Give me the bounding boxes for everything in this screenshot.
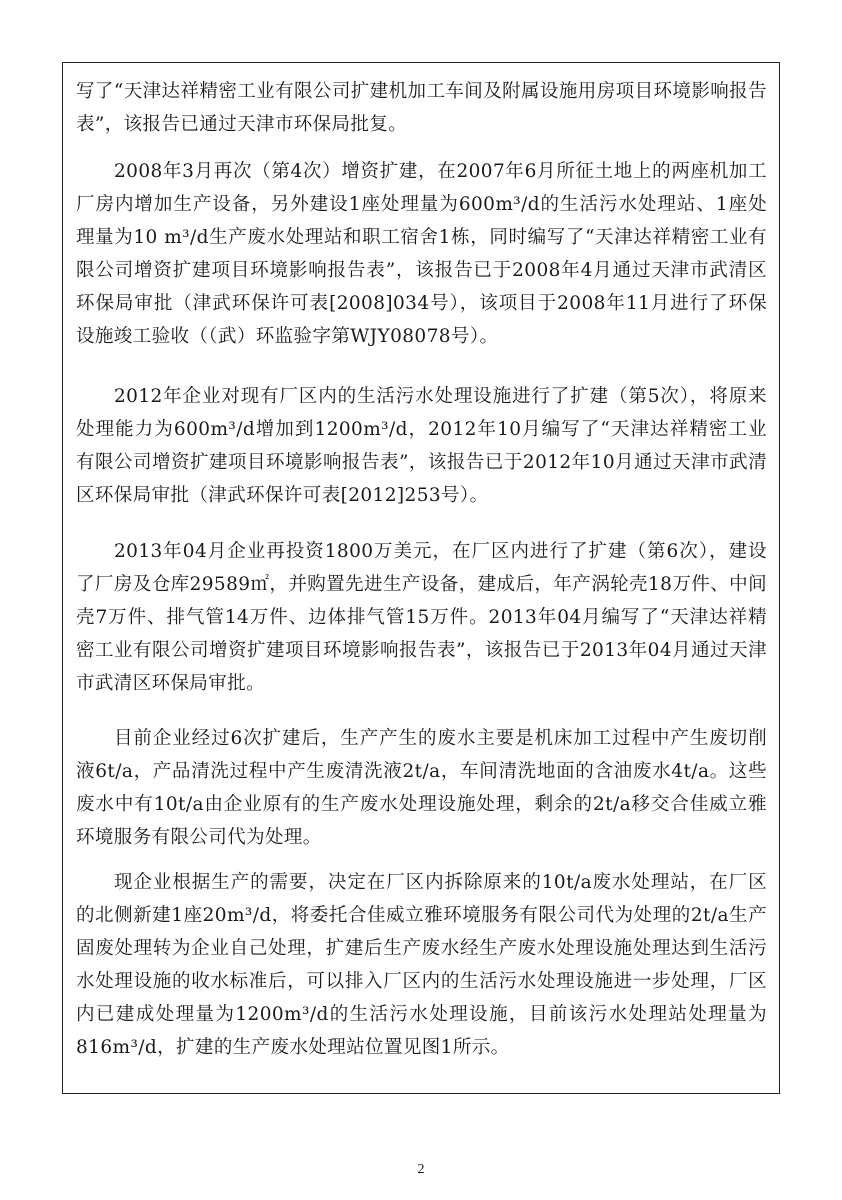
paragraph-3: 2012年企业对现有厂区内的生活污水处理设施进行了扩建（第5次），将原来处理能力为600m³/d增加到1200m³/d，2012年10月编写了“天津达祥精密工业有限公司增资扩建项目环境影响报告表”，该报告已于2012年10月通过天津市武清区环保局审批（津武环保许可表[2012]253号）。 [76, 386, 767, 506]
paragraph-2: 2008年3月再次（第4次）增资扩建，在2007年6月所征土地上的两座机加工厂房内增加生产设备，另外建设1座处理量为600m³/d的生活污水处理站、1座处理量为10 m³/d生产废水处理站和职工宿舍1栋，同时编写了“天津达祥精密工业有限公司增资扩建项目环境影响报告表”，该报告已于2008年4月通过天津市武清区环保局审批（津武环保许可表[2008]034号），该项目于2008年11月进行了环保设施竣工验收（（武）环监验字第WJY08078号）。 [76, 161, 767, 347]
paragraph-5: 目前企业经过6次扩建后，生产产生的废水主要是机床加工过程中产生废切削液6t/a，产品清洗过程中产生废清洗液2t/a，车间清洗地面的含油废水4t/a。这些废水中有10t/a由企业原有的生产废水处理设施处理，剩余的2t/a移交合佳威立雅环境服务有限公司代为处理。 [76, 728, 767, 848]
text-frame [62, 62, 780, 1094]
page-number: 2 [417, 1162, 425, 1177]
paragraph-1: 写了“天津达祥精密工业有限公司扩建机加工车间及附属设施用房项目环境影响报告表”，该报告已通过天津市环保局批复。 [76, 81, 767, 135]
paragraph-4: 2013年04月企业再投资1800万美元，在厂区内进行了扩建（第6次），建设了厂房及仓库29589㎡，并购置先进生产设备，建成后，年产涡轮壳18万件、中间壳7万件、排气管14万件、边体排气管15万件。2013年04月编写了“天津达祥精密工业有限公司增资扩建项目环境影响报告表”，该报告已于2013年04月通过天津市武清区环保局审批。 [76, 541, 767, 694]
paragraph-6: 现企业根据生产的需要，决定在厂区内拆除原来的10t/a废水处理站，在厂区的北侧新建1座20m³/d，将委托合佳威立雅环境服务有限公司代为处理的2t/a生产固废处理转为企业自己处理，扩建后生产废水经生产废水处理设施处理达到生活污水处理设施的收水标准后，可以排入厂区内的生活污水处理设施进一步处理，厂区内已建成处理量为1200m³/d的生活污水处理设施，目前该污水处理站处理量为816m³/d，扩建的生产废水处理站位置见图1所示。 [76, 872, 767, 1058]
